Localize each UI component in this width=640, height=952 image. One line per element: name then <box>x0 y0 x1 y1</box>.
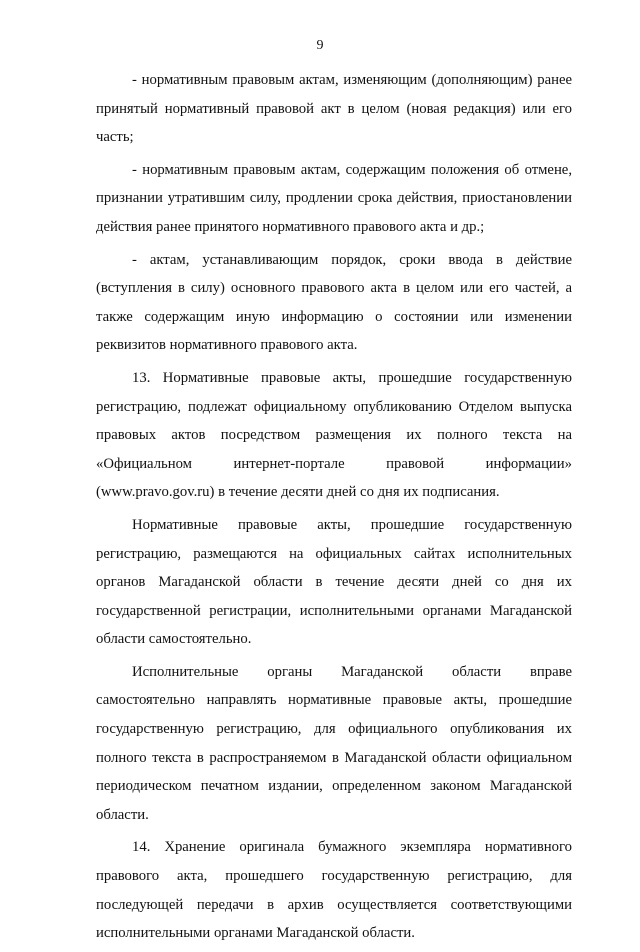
paragraph-procedural-acts: - актам, устанавливающим порядок, сроки ввода в действие (вступления в силу) основного правового акта в целом или его частей, а также содержащим иную информацию о состоянии или изменении реквизитов нормативного правового акта. <box>96 251 572 354</box>
paragraph-website-publication: Нормативные правовые акты, прошедшие государственную регистрацию, размещаются на официальных сайтах исполнительных органов Магаданской области в течение десяти дней со дня их государственной регистрации, исполнительными органами Магаданской области самостоятельно. <box>96 516 572 648</box>
page-number: 9 <box>316 38 324 53</box>
paragraph-repealing-acts: - нормативным правовым актам, содержащим положения об отмене, признании утратившим силу, продлении срока действия, приостановлении действия ранее принятого нормативного правового акта и др.; <box>96 161 572 235</box>
paragraph-amending-acts: - нормативным правовым актам, изменяющим (дополняющим) ранее принятый нормативный правовой акт в целом (новая редакция) или его часть; <box>96 72 572 146</box>
paragraph-print-publication: Исполнительные органы Магаданской области вправе самостоятельно направлять нормативные правовые акты, прошедшие государственную регистрацию, для официального опубликования их полного текста в распространяемом в Магаданской области официальном периодическом печатном издании, определенном законом Магаданской области. <box>96 663 572 823</box>
paragraph-item-14: 14. Хранение оригинала бумажного экземпляра нормативного правового акта, прошедшего государственную регистрацию, для последующей передачи в архив осуществляется соответствующими исполнительными органами Магаданской области. <box>96 839 572 942</box>
document-body <box>96 66 572 952</box>
paragraph-item-13: 13. Нормативные правовые акты, прошедшие государственную регистрацию, подлежат официальному опубликованию Отделом выпуска правовых актов посредством размещения их полного текста на «Официальном интернет-портале правовой информации» (www.pravo.gov.ru) в течение десяти дней со дня их подписания. <box>96 369 572 501</box>
